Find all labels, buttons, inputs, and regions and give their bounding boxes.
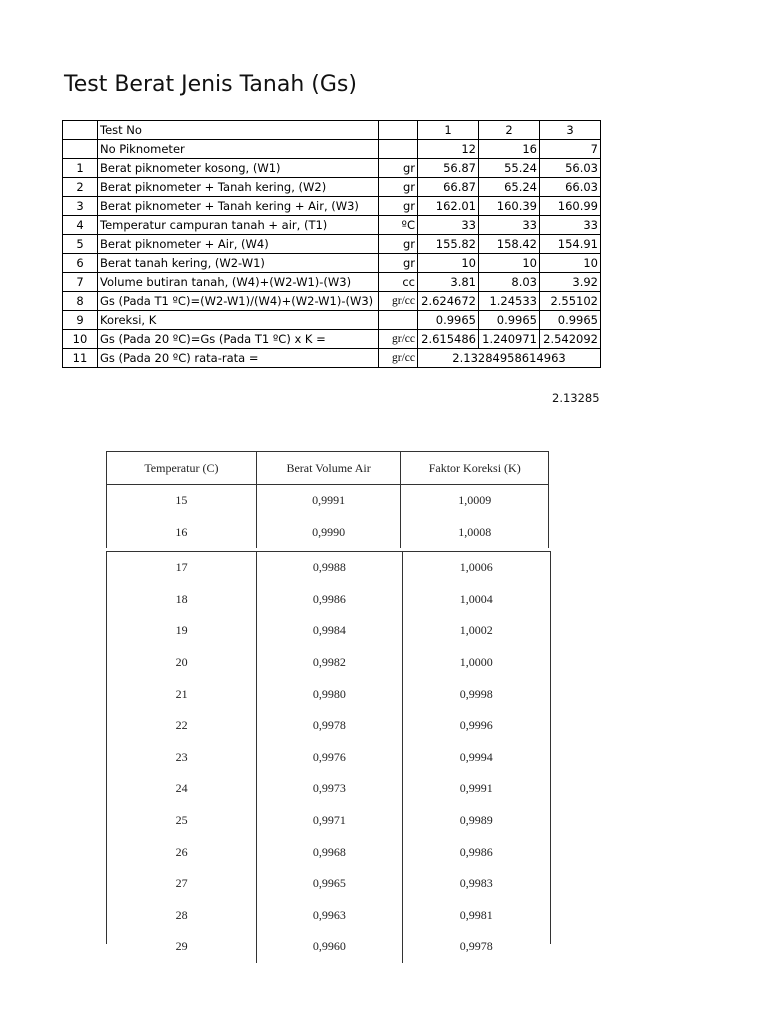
correction-cell: 25 [175,813,188,828]
row-unit[interactable] [379,311,418,330]
row-number[interactable]: 8 [63,292,98,311]
row-value[interactable]: 0.9965 [479,311,540,330]
correction-cell: 1,0008 [401,517,549,549]
correction-row [107,552,550,584]
table-cell[interactable]: Test No [98,121,379,140]
correction-cell: 1,0006 [402,552,550,584]
correction-row [107,584,550,616]
row-value[interactable]: 3.81 [418,273,479,292]
table-row [63,254,601,273]
row-value[interactable]: 55.24 [479,159,540,178]
correction-row [107,836,550,868]
row-value[interactable]: 154.91 [540,235,601,254]
row-unit[interactable]: gr/cc [379,349,418,368]
correction-table-bottom [106,551,551,954]
row-number[interactable]: 3 [63,197,98,216]
table-cell[interactable]: 2 [479,121,540,140]
correction-cell: 1,0000 [402,647,550,679]
row-description[interactable]: Gs (Pada T1 ºC)=(W2-W1)/(W4)+(W2-W1)-(W3) [98,292,379,311]
rounded-average-value[interactable]: 2.13285 [552,391,600,405]
row-description[interactable]: Temperatur campuran tanah + air, (T1) [98,216,379,235]
table-cell[interactable]: 1 [418,121,479,140]
row-value[interactable]: 162.01 [418,197,479,216]
row-value[interactable]: 10 [479,254,540,273]
average-value[interactable]: 2.13284958614963 [418,349,601,368]
correction-cell: 1,0004 [402,584,550,616]
correction-cell: 0,9990 [256,517,401,549]
row-value[interactable]: 158.42 [479,235,540,254]
correction-cell: 0,9988 [257,552,402,584]
row-value[interactable]: 8.03 [479,273,540,292]
row-description[interactable]: Berat tanah kering, (W2-W1) [98,254,379,273]
correction-cell: 0,9994 [402,742,550,774]
table-row-average [63,349,601,368]
correction-row [107,868,550,900]
row-value[interactable]: 3.92 [540,273,601,292]
correction-cell: 0,9996 [402,710,550,742]
correction-row [107,485,549,517]
correction-cell: 0,9981 [402,900,550,932]
correction-cell: 0,9976 [257,742,402,774]
header-berat-volume-air: Berat Volume Air [256,452,401,485]
table-row [63,292,601,311]
row-value[interactable]: 2.542092 [540,330,601,349]
row-value[interactable]: 33 [418,216,479,235]
correction-cell: 0,9983 [402,868,550,900]
row-description[interactable]: Volume butiran tanah, (W4)+(W2-W1)-(W3) [98,273,379,292]
row-value[interactable]: 12 [418,140,479,159]
row-value[interactable]: 56.87 [418,159,479,178]
correction-cell: 0,9986 [257,584,402,616]
row-value[interactable]: 160.39 [479,197,540,216]
correction-cell: 0,9986 [402,836,550,868]
table-row [63,197,601,216]
row-value[interactable]: 33 [540,216,601,235]
row-unit[interactable]: gr [379,254,418,273]
row-number[interactable] [63,140,98,159]
table-row [63,235,601,254]
correction-cell: 0,9968 [257,836,402,868]
row-unit[interactable]: ºC [379,216,418,235]
row-unit[interactable]: gr/cc [379,330,418,349]
row-unit[interactable]: gr [379,235,418,254]
row-value[interactable]: 1.24533 [479,292,540,311]
correction-cell: 21 [175,686,188,701]
correction-cell: 0,9971 [257,805,402,837]
row-value[interactable]: 2.624672 [418,292,479,311]
correction-cell: 16 [175,524,188,539]
table-cell[interactable]: 3 [540,121,601,140]
correction-cell: 0,9980 [257,678,402,710]
correction-cell: 26 [175,844,188,859]
row-value[interactable]: 1.240971 [479,330,540,349]
correction-cell: 0,9978 [402,931,550,963]
row-number[interactable]: 7 [63,273,98,292]
correction-cell: 18 [175,591,188,606]
correction-cell: 20 [175,655,188,670]
correction-row [107,647,550,679]
row-description[interactable]: Berat piknometer kosong, (W1) [98,159,379,178]
correction-cell: 0,9973 [257,773,402,805]
correction-cell: 0,9982 [257,647,402,679]
correction-cell: 15 [175,493,188,508]
table-header-row [63,121,601,140]
table-row [63,330,601,349]
correction-cell: 23 [175,749,188,764]
row-value[interactable]: 160.99 [540,197,601,216]
table-row [63,178,601,197]
row-unit[interactable]: gr [379,159,418,178]
correction-row [107,931,550,963]
correction-row [107,615,550,647]
row-description[interactable]: Gs (Pada 20 ºC)=Gs (Pada T1 ºC) x K = [98,330,379,349]
row-number[interactable]: 5 [63,235,98,254]
row-description[interactable]: Berat piknometer + Tanah kering, (W2) [98,178,379,197]
row-value[interactable]: 2.615486 [418,330,479,349]
correction-cell: 1,0009 [401,485,549,517]
correction-row [107,773,550,805]
correction-cell: 27 [175,876,188,891]
row-value[interactable]: 7 [540,140,601,159]
correction-row [107,517,549,549]
row-value[interactable]: 66.87 [418,178,479,197]
correction-table-top [106,451,549,548]
row-value[interactable]: 66.03 [540,178,601,197]
row-value[interactable]: 0.9965 [418,311,479,330]
row-value[interactable]: 65.24 [479,178,540,197]
row-value[interactable]: 16 [479,140,540,159]
correction-cell: 22 [175,718,188,733]
table-row [63,273,601,292]
header-temperature: Temperatur (C) [107,452,257,485]
correction-row [107,710,550,742]
correction-cell: 0,9998 [402,678,550,710]
table-row [63,159,601,178]
row-number[interactable]: 9 [63,311,98,330]
correction-cell: 19 [175,623,188,638]
row-value[interactable]: 2.55102 [540,292,601,311]
row-unit[interactable]: gr [379,178,418,197]
row-value[interactable]: 155.82 [418,235,479,254]
correction-cell: 24 [175,781,188,796]
correction-cell: 29 [175,939,188,954]
row-value[interactable]: 10 [540,254,601,273]
correction-cell: 17 [175,560,188,575]
row-description[interactable]: Berat piknometer + Tanah kering + Air, (W3) [98,197,379,216]
table-row [63,311,601,330]
row-description[interactable]: Koreksi, K [98,311,379,330]
table-row [63,216,601,235]
row-number[interactable]: 6 [63,254,98,273]
row-unit[interactable]: gr [379,197,418,216]
row-value[interactable]: 0.9965 [540,311,601,330]
correction-cell: 0,9963 [257,900,402,932]
row-description[interactable]: Gs (Pada 20 ºC) rata-rata = [98,349,379,368]
correction-row [107,742,550,774]
row-description[interactable]: No Piknometer [98,140,379,159]
page-title: Test Berat Jenis Tanah (Gs) [64,72,357,97]
correction-cell: 0,9991 [256,485,401,517]
row-number[interactable]: 2 [63,178,98,197]
row-description[interactable]: Berat piknometer + Air, (W4) [98,235,379,254]
correction-row [107,805,550,837]
row-unit[interactable] [379,140,418,159]
correction-cell: 0,9991 [402,773,550,805]
table-cell[interactable] [379,121,418,140]
row-number[interactable]: 1 [63,159,98,178]
correction-cell: 0,9978 [257,710,402,742]
correction-cell: 0,9965 [257,868,402,900]
row-value[interactable]: 33 [479,216,540,235]
correction-table-header [107,452,549,485]
row-number[interactable]: 11 [63,349,98,368]
correction-row [107,900,550,932]
row-unit[interactable]: gr/cc [379,292,418,311]
correction-row [107,678,550,710]
table-row [63,140,601,159]
correction-cell: 0,9989 [402,805,550,837]
header-faktor-koreksi: Faktor Koreksi (K) [401,452,549,485]
row-number[interactable]: 4 [63,216,98,235]
correction-cell: 0,9960 [257,931,402,963]
correction-cell: 0,9984 [257,615,402,647]
row-unit[interactable]: cc [379,273,418,292]
row-value[interactable]: 10 [418,254,479,273]
correction-cell: 1,0002 [402,615,550,647]
correction-cell: 28 [175,907,188,922]
gs-test-table [62,120,601,368]
row-value[interactable]: 56.03 [540,159,601,178]
row-number[interactable]: 10 [63,330,98,349]
table-cell[interactable] [63,121,98,140]
